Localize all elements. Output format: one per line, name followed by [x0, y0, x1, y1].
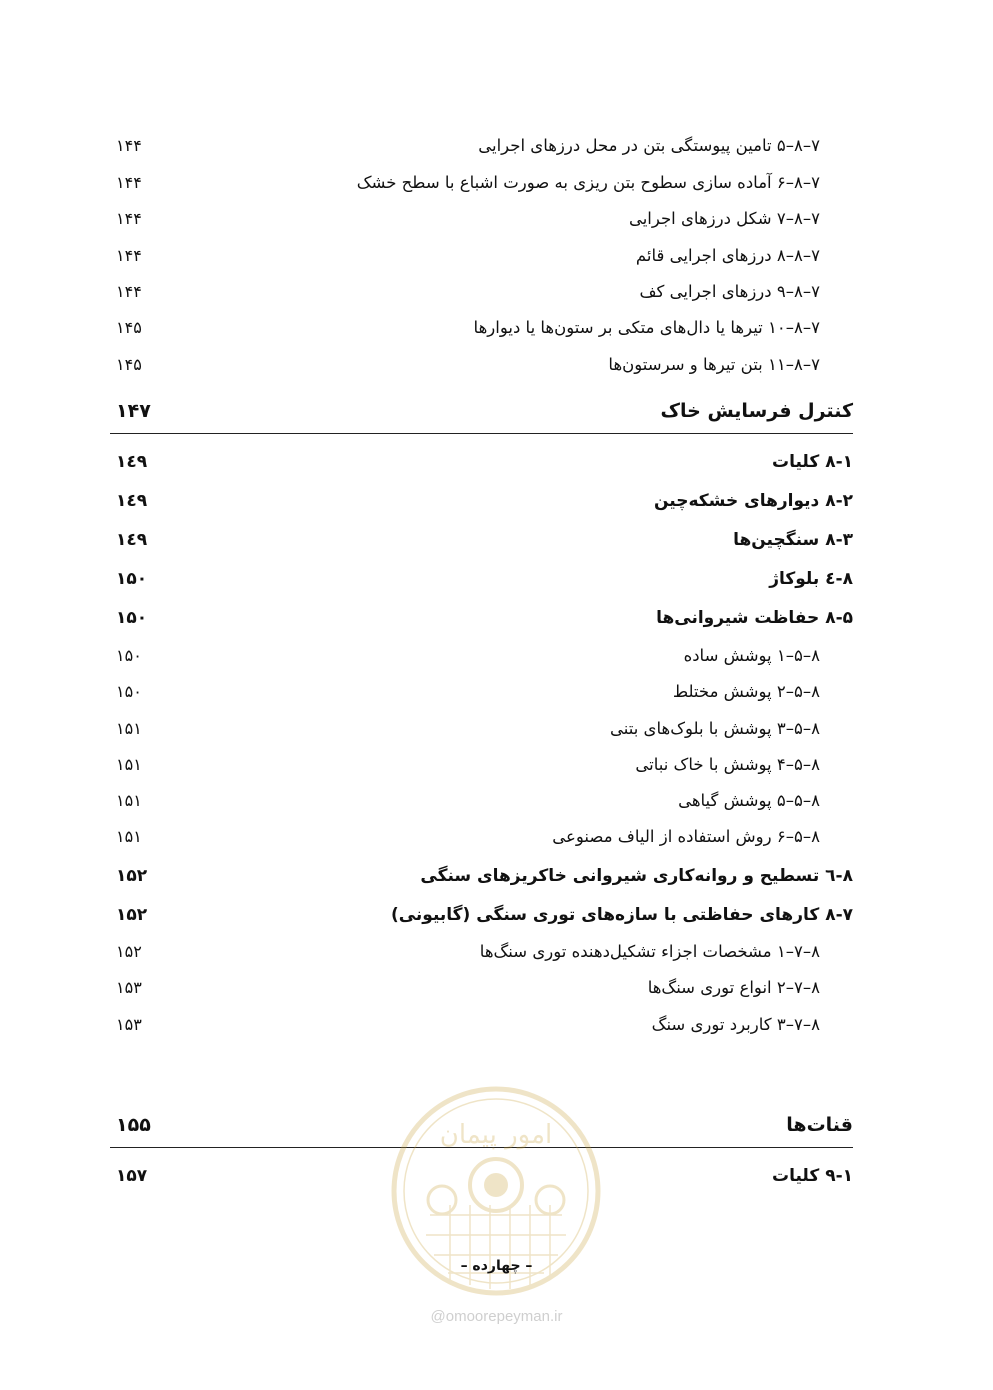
toc-entry-title: ۷–۸–۱۱ بتن تیرها و سرستون‌ها: [608, 354, 820, 374]
section-page: ۱۵۷: [116, 1166, 148, 1186]
section-title: ۸-٤ بلوکاژ: [769, 569, 853, 589]
section-page: ۱۵۰: [116, 569, 148, 589]
chapter-page: ۱۵۵: [116, 1114, 151, 1136]
toc-entry-title: ۸–۵–۴ پوشش با خاک نباتی: [635, 754, 820, 774]
toc-entry-title: ۸–۷–۳ کاربرد توری سنگ: [651, 1014, 820, 1034]
section-title: ۸-٦ تسطیح و روانه‌کاری شیروانی خاکریزهای سنگی: [420, 866, 853, 886]
toc-entry-page: ۱۴۴: [116, 135, 142, 155]
section-page: ۱٤۹: [116, 491, 148, 511]
watermark-text: @omoorepeyman.ir: [430, 1308, 563, 1325]
toc-entry-title: ۸–۵–۲ پوشش مختلط: [672, 681, 820, 701]
toc-entry[interactable]: [110, 130, 853, 160]
toc-entry[interactable]: [110, 203, 853, 233]
section-page: ۱۵۲: [116, 866, 148, 886]
toc-entry-page: ۱۵۰: [116, 681, 142, 701]
toc-entry[interactable]: [110, 972, 853, 1002]
toc-entry[interactable]: [110, 1009, 853, 1039]
toc-chapter-heading[interactable]: [110, 393, 853, 429]
toc-entry[interactable]: [110, 676, 853, 706]
toc-entry-page: ۱۵۱: [116, 718, 142, 738]
chapter-divider: [110, 433, 853, 434]
toc-entry[interactable]: [110, 349, 853, 379]
section-title: ۸-۲ دیوارهای خشکه‌چین: [653, 491, 853, 511]
toc-entry-page: ۱۴۵: [116, 354, 142, 374]
section-page: ۱۵۰: [116, 608, 148, 628]
toc-entry-title: ۸–۵–۱ پوشش ساده: [683, 645, 820, 665]
toc-section[interactable]: [110, 861, 853, 891]
toc-section[interactable]: [110, 1161, 853, 1191]
toc-section[interactable]: [110, 447, 853, 477]
toc-section[interactable]: [110, 603, 853, 633]
toc-entry-title: ۷–۸–۱۰ تیرها یا دال‌های متکی بر ستون‌ها یا دیوارها: [473, 317, 820, 337]
section-page: ۱٤۹: [116, 452, 148, 472]
section-title: ۸-۵ حفاظت شیروانی‌ها: [656, 608, 853, 628]
page-number-footer: – چهارده –: [460, 1258, 533, 1274]
toc-entry[interactable]: [110, 167, 853, 197]
toc-entry-title: ۷–۸–۵ تامین پیوستگی بتن در محل درزهای اجرایی: [478, 135, 820, 155]
section-title: ۸-۳ سنگچین‌ها: [733, 530, 853, 550]
chapter-divider: [110, 1147, 853, 1148]
toc-entry[interactable]: [110, 640, 853, 670]
toc-entry-page: ۱۵۳: [116, 1014, 142, 1034]
toc-entry-title: ۷–۸–۷ شکل درزهای اجرایی: [628, 208, 820, 228]
toc-entry[interactable]: [110, 713, 853, 743]
chapter-page: ۱۴۷: [116, 400, 151, 422]
toc-entry-title: ۸–۷–۲ انواع توری سنگ‌ها: [647, 977, 820, 997]
toc-section[interactable]: [110, 525, 853, 555]
watermark-logo-text: امور پیمان: [439, 1120, 553, 1150]
toc-entry-page: ۱۴۴: [116, 245, 142, 265]
section-page: ۱٤۹: [116, 530, 148, 550]
toc-entry-title: ۷–۸–۹ درزهای اجرایی کف: [639, 281, 820, 301]
toc-entry[interactable]: [110, 936, 853, 966]
toc-entry-page: ۱۵۰: [116, 645, 142, 665]
toc-entry-page: ۱۴۴: [116, 208, 142, 228]
toc-chapter-heading[interactable]: [110, 1107, 853, 1143]
toc-section[interactable]: [110, 564, 853, 594]
toc-entry-title: ۷–۸–۸ درزهای اجرایی قائم: [635, 245, 820, 265]
toc-entry-page: ۱۴۴: [116, 172, 142, 192]
toc-entry[interactable]: [110, 276, 853, 306]
toc-entry-page: ۱۵۱: [116, 754, 142, 774]
chapter-title: کنترل فرسایش خاک: [660, 400, 853, 422]
section-page: ۱۵۲: [116, 905, 148, 925]
toc-entry-page: ۱۵۲: [116, 941, 142, 961]
chapter-title: قنات‌ها: [786, 1114, 853, 1136]
toc-section[interactable]: [110, 900, 853, 930]
toc-entry[interactable]: [110, 240, 853, 270]
toc-entry-title: ۸–۵–۵ پوشش گیاهی: [678, 790, 820, 810]
toc-entry[interactable]: [110, 785, 853, 815]
toc-entry[interactable]: [110, 821, 853, 851]
toc-entry[interactable]: [110, 312, 853, 342]
toc-entry-page: ۱۵۱: [116, 826, 142, 846]
toc-entry-title: ۸–۷–۱ مشخصات اجزاء تشکیل‌دهنده توری سنگ‌ها: [479, 941, 820, 961]
section-title: ۸-۷ کارهای حفاظتی با سازه‌های توری سنگی (گابیونی): [390, 905, 853, 925]
section-title: ۸-۱ کلیات: [772, 452, 853, 472]
toc-entry-title: ۸–۵–۳ پوشش با بلوک‌های بتنی: [610, 718, 820, 738]
section-title: ۹-۱ کلیات: [772, 1166, 853, 1186]
toc-entry-page: ۱۵۱: [116, 790, 142, 810]
toc-entry-title: ۸–۵–۶ روش استفاده از الیاف مصنوعی: [552, 826, 820, 846]
toc-entry-page: ۱۴۵: [116, 317, 142, 337]
toc-section[interactable]: [110, 486, 853, 516]
toc-entry-page: ۱۴۴: [116, 281, 142, 301]
toc-entry-title: ۷–۸–۶ آماده سازی سطوح بتن ریزی به صورت اشباع با سطح خشک: [356, 172, 820, 192]
toc-entry-page: ۱۵۳: [116, 977, 142, 997]
toc-entry[interactable]: [110, 749, 853, 779]
